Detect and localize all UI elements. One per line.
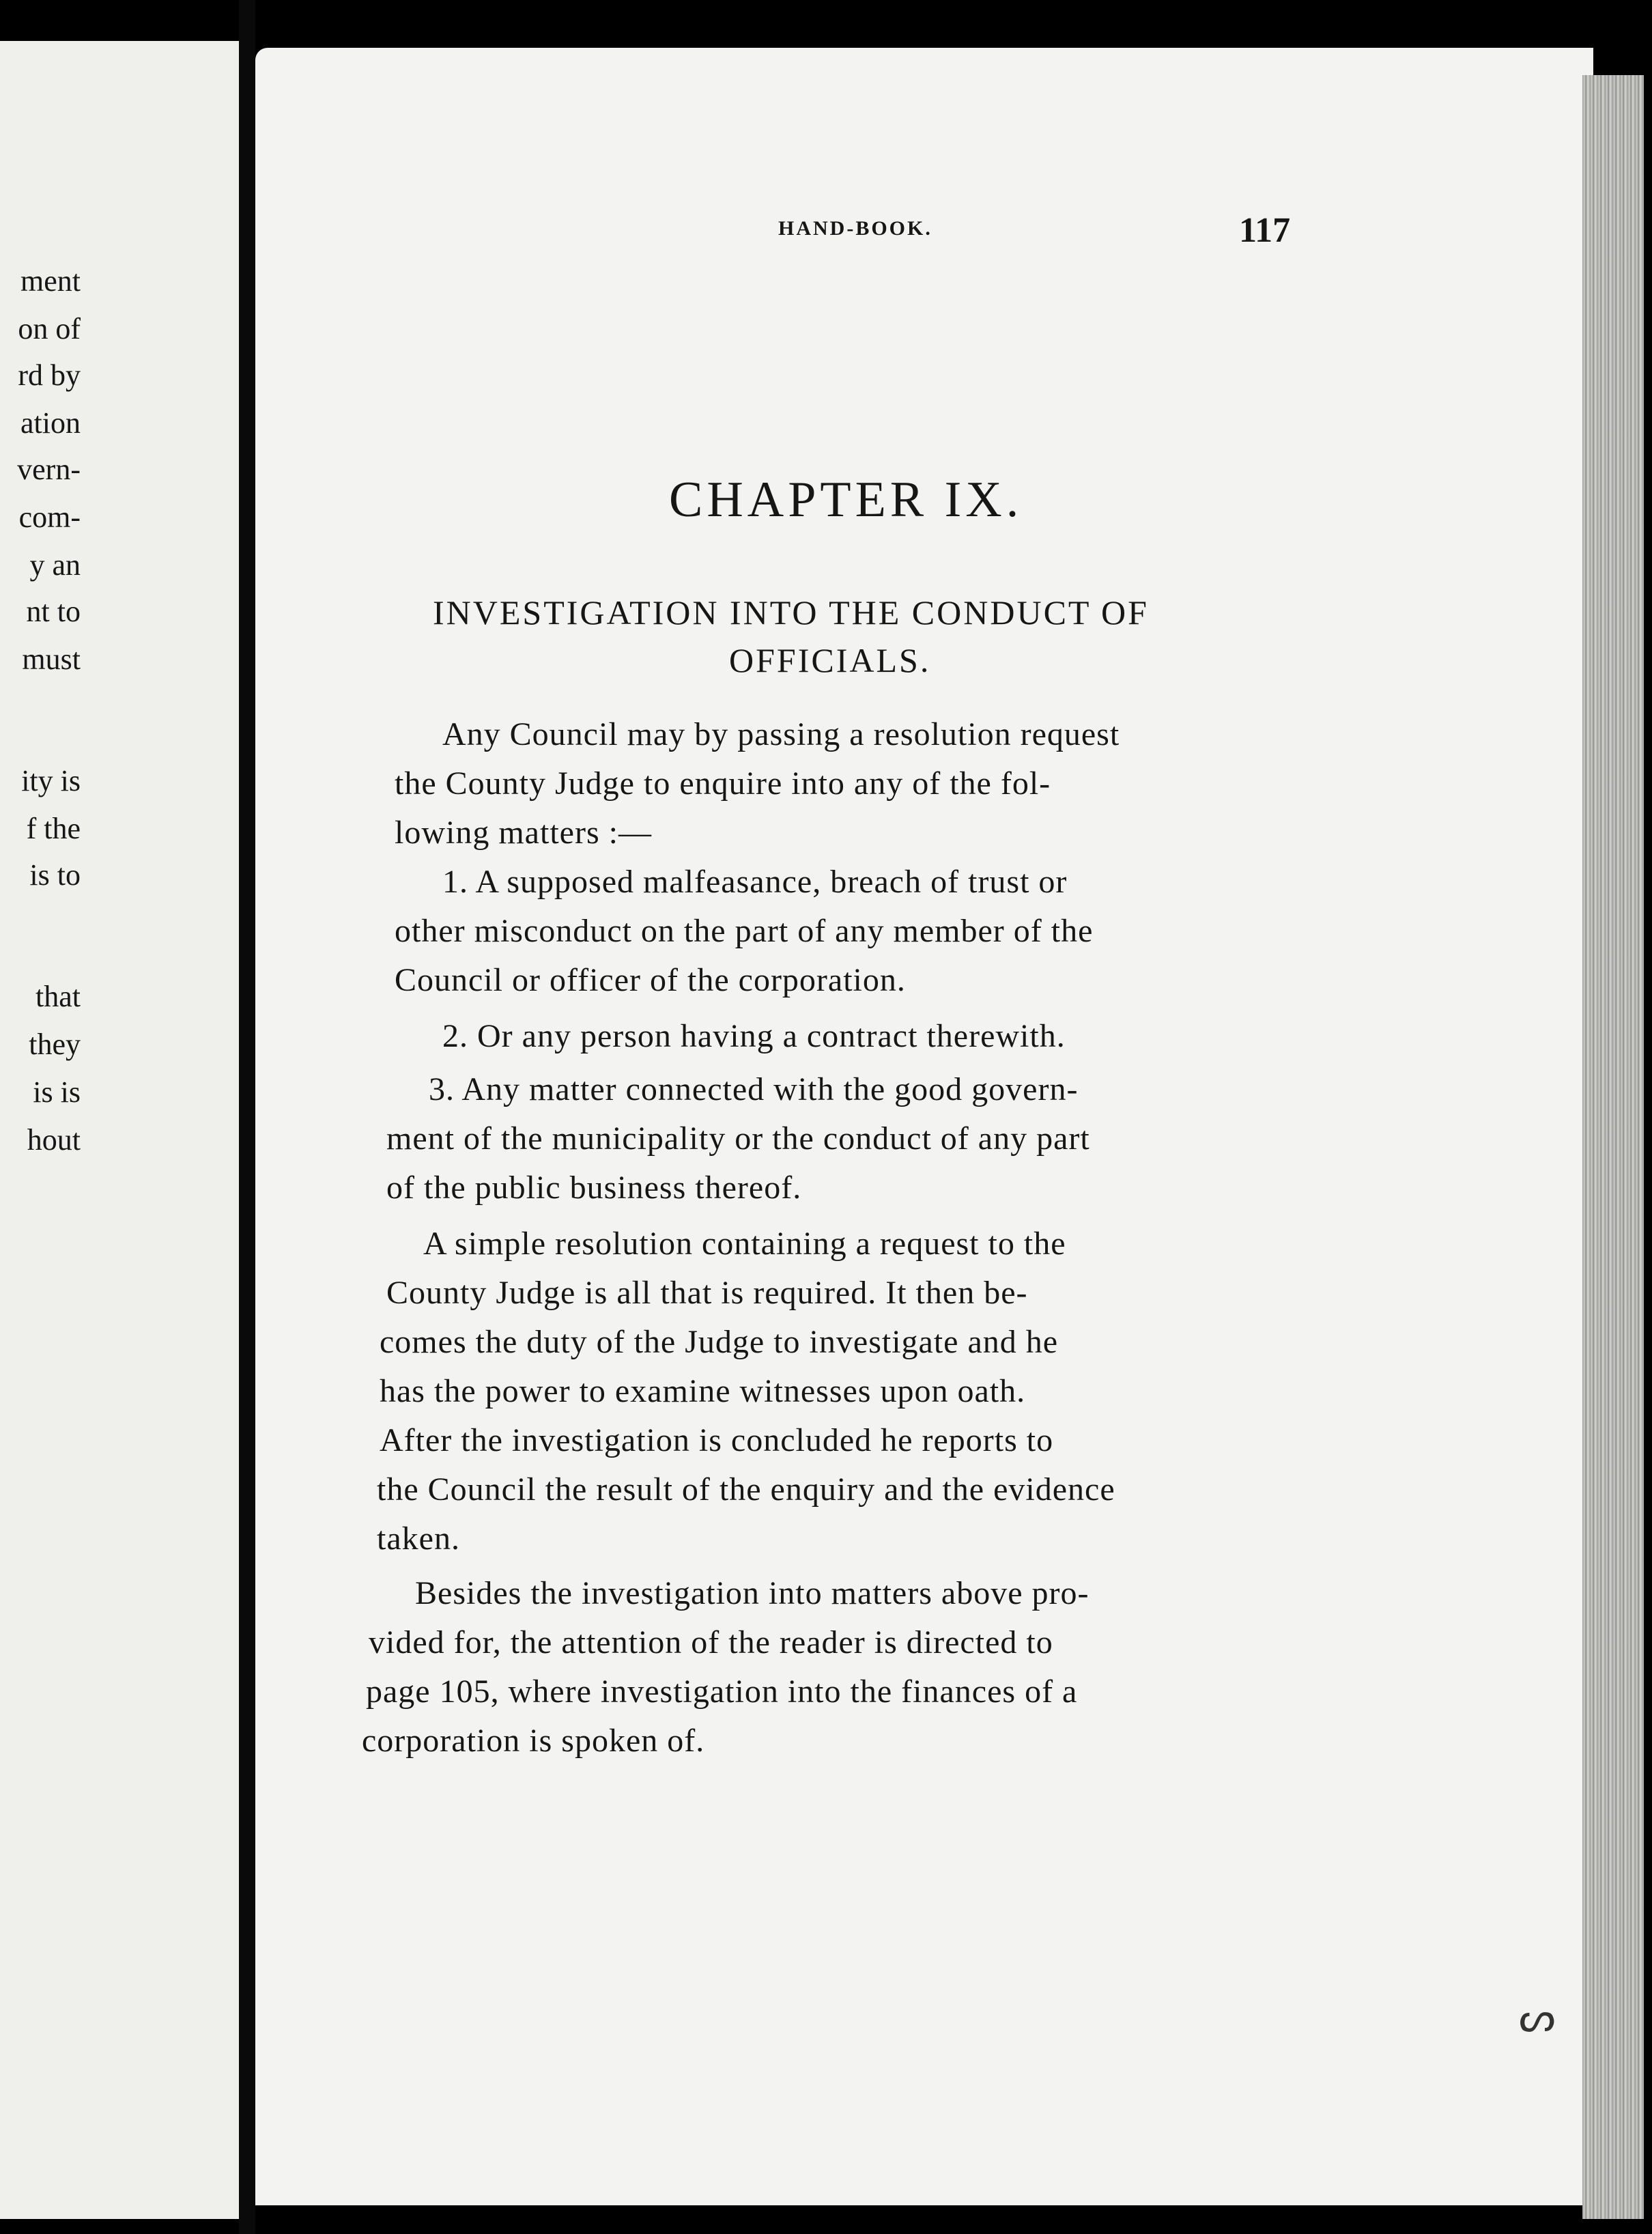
body-line: 1. A supposed malfeasance, breach of trust or bbox=[442, 864, 1068, 900]
body-line: A simple resolution containing a request to the bbox=[423, 1226, 1066, 1262]
body-line: has the power to examine witnesses upon oath. bbox=[380, 1373, 1026, 1409]
body-line: Any Council may by passing a resolution request bbox=[442, 716, 1120, 752]
page-number: 117 bbox=[1239, 211, 1291, 250]
body-line: taken. bbox=[377, 1521, 460, 1557]
body-line: the County Judge to enquire into any of the fol- bbox=[395, 765, 1051, 802]
left-page-line: y an bbox=[29, 548, 81, 582]
left-page-line: rd by bbox=[18, 358, 81, 392]
left-page-line: f the bbox=[26, 812, 81, 845]
body-line: 2. Or any person having a contract therewith. bbox=[442, 1018, 1066, 1054]
book-gutter bbox=[239, 0, 255, 2234]
left-page-line: must bbox=[22, 642, 81, 676]
left-page-line: is is bbox=[33, 1075, 81, 1109]
left-page-line: vern- bbox=[17, 453, 81, 486]
left-page-line: is to bbox=[29, 858, 81, 892]
left-page-line: ment bbox=[20, 264, 81, 298]
body-line: other misconduct on the part of any member of the bbox=[395, 913, 1094, 949]
body-line: Besides the investigation into matters above pro- bbox=[415, 1575, 1090, 1611]
left-page-line: nt to bbox=[26, 595, 81, 628]
body-line: Council or officer of the corporation. bbox=[395, 962, 906, 998]
body-line: lowing matters :— bbox=[395, 815, 652, 851]
body-line: page 105, where investigation into the finances of a bbox=[366, 1673, 1078, 1710]
body-line: comes the duty of the Judge to investigate and he bbox=[380, 1324, 1059, 1360]
running-head: HAND-BOOK. bbox=[778, 217, 932, 240]
left-page-line: they bbox=[29, 1028, 81, 1061]
body-line: the Council the result of the enquiry and the evidence bbox=[377, 1471, 1115, 1508]
body-line: ment of the municipality or the conduct of any part bbox=[386, 1120, 1090, 1157]
page-edges bbox=[1582, 75, 1644, 2219]
handwritten-mark: ᔕ bbox=[1519, 1995, 1556, 2040]
left-page-line: on of bbox=[18, 312, 81, 345]
body-line: corporation is spoken of. bbox=[362, 1723, 705, 1759]
body-line: 3. Any matter connected with the good govern- bbox=[429, 1071, 1079, 1107]
body-line: of the public business thereof. bbox=[386, 1170, 802, 1206]
left-page-line: that bbox=[35, 980, 81, 1013]
section-title-line-2: OFFICIALS. bbox=[729, 641, 931, 679]
left-page-line: com- bbox=[18, 500, 81, 534]
left-page-line: ity is bbox=[21, 764, 81, 797]
chapter-title: CHAPTER IX. bbox=[669, 472, 1023, 528]
left-page-line: ation bbox=[20, 406, 81, 440]
body-line: County Judge is all that is required. It then be- bbox=[386, 1275, 1028, 1311]
left-facing-page bbox=[0, 41, 239, 2219]
body-line: vided for, the attention of the reader is directed to bbox=[369, 1624, 1053, 1660]
left-page-line: hout bbox=[27, 1123, 81, 1157]
body-line: After the investigation is concluded he reports to bbox=[380, 1422, 1054, 1458]
section-title-line-1: INVESTIGATION INTO THE CONDUCT OF bbox=[433, 593, 1149, 632]
